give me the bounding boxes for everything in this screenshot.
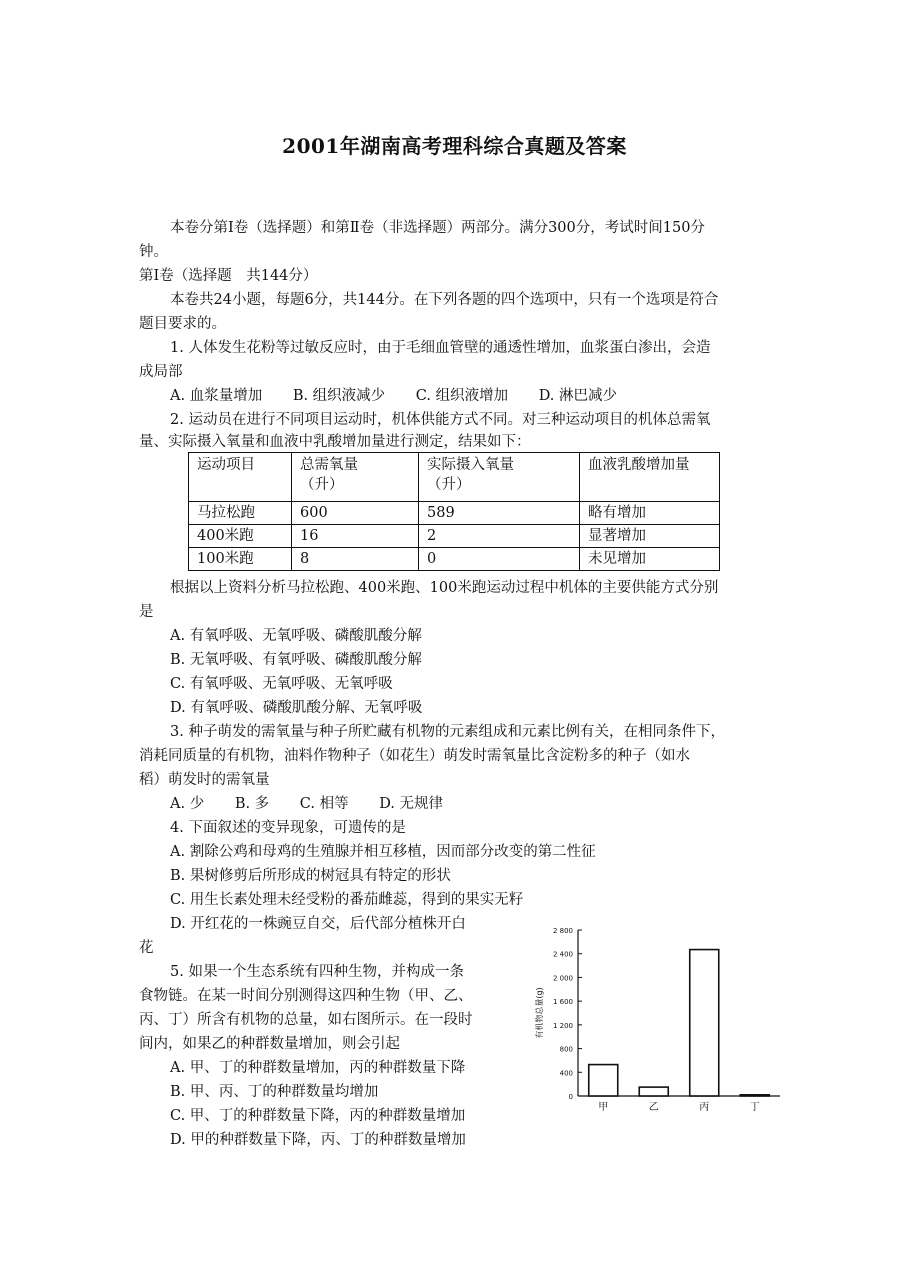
table-header-row [189, 453, 720, 502]
q5-option-c: C. 甲、丁的种群数量下降，丙的种群数量增加 [170, 1108, 466, 1124]
header-cell: 实际摄入氧量 （升） [419, 453, 580, 502]
table-row [189, 525, 720, 548]
page-title: 2001年湖南高考理科综合真题及答案 [282, 134, 627, 158]
q1-stem-1: 1. 人体发生花粉等过敏反应时，由于毛细血管壁的通透性增加，血浆蛋白渗出，会造 [170, 340, 711, 356]
intro-line-1: 本卷分第Ⅰ卷（选择题）和第Ⅱ卷（非选择题）两部分。满分300分，考试时间150分 [170, 220, 705, 236]
table-row [189, 548, 720, 571]
q5-option-d: D. 甲的种群数量下降，丙、丁的种群数量增加 [170, 1132, 466, 1148]
y-tick-label: 2 000 [552, 974, 573, 983]
q5-stem-3: 丙、丁）所含有机物的总量，如右图所示。在一段时 [139, 1012, 473, 1028]
table-cell: 600 [292, 502, 419, 525]
bar-2 [639, 1087, 668, 1096]
table-cell: 8 [292, 548, 419, 571]
q1-option-b: B. 组织液减少 [292, 388, 386, 404]
q3-option-c: C. 相等 [299, 796, 349, 812]
y-tick-label: 1 200 [552, 1021, 573, 1030]
y-tick-label: 800 [559, 1045, 573, 1054]
y-tick-label: 1 600 [552, 998, 573, 1007]
q2-after-2: 是 [139, 604, 154, 620]
table-cell: 未见增加 [580, 548, 720, 571]
q1-option-d: D. 淋巴减少 [538, 388, 618, 404]
q5-stem-4: 间内，如果乙的种群数量增加，则会引起 [139, 1036, 400, 1052]
q3-stem-2: 消耗同质量的有机物，油料作物种子（如花生）萌发时需氧量比含淀粉多的种子（如水 [139, 748, 690, 764]
q4-option-b: B. 果树修剪后所形成的树冠具有特定的形状 [170, 868, 451, 884]
q5-stem-1: 5. 如果一个生态系统有四种生物，并构成一条 [170, 964, 464, 980]
y-tick-label: 2 400 [552, 950, 573, 959]
q3-options [170, 794, 469, 814]
intro-line-2: 钟。 [139, 244, 168, 260]
x-tick-label: 乙 [648, 1102, 659, 1113]
y-tick-label: 400 [559, 1069, 573, 1078]
q4-stem: 4. 下面叙述的变异现象，可遗传的是 [170, 820, 406, 836]
q3-option-b: B. 多 [234, 796, 270, 812]
q2-option-d: D. 有氧呼吸、磷酸肌酸分解、无氧呼吸 [170, 700, 423, 716]
x-tick-label: 甲 [598, 1102, 609, 1113]
bar-1 [589, 1065, 618, 1096]
header-cell: 总需氧量 （升） [292, 453, 419, 502]
table-cell: 0 [419, 548, 580, 571]
y-tick-label: 0 [568, 1093, 573, 1101]
header-cell: 运动项目 [189, 453, 292, 502]
table-cell: 16 [292, 525, 419, 548]
y-axis-label: 有机物总量(g) [535, 987, 544, 1039]
q4-option-d: D. 开红花的一株豌豆自交，后代部分植株开白 [170, 916, 466, 932]
q5-option-a: A. 甲、丁的种群数量增加，丙的种群数量下降 [170, 1060, 466, 1076]
q2-after-1: 根据以上资料分析马拉松跑、400米跑、100米跑运动过程中机体的主要供能方式分别 [170, 580, 719, 596]
organic-matter-bar-chart [528, 920, 790, 1120]
table-cell: 589 [419, 502, 580, 525]
q3-option-d: D. 无规律 [379, 796, 444, 812]
q1-stem-2: 成局部 [139, 364, 183, 380]
q5-stem-2: 食物链。在某一时间分别测得这四种生物（甲、乙、 [139, 988, 473, 1004]
x-tick-label: 丁 [749, 1102, 760, 1113]
q3-option-a: A. 少 [170, 796, 205, 812]
sports-oxygen-table [188, 452, 720, 571]
q2-option-a: A. 有氧呼吸、无氧呼吸、磷酸肌酸分解 [170, 628, 422, 644]
header-cell: 血液乳酸增加量 [580, 453, 720, 502]
q1-option-a: A. 血浆量增加 [170, 388, 263, 404]
q2-stem-2: 量、实际摄入氧量和血液中乳酸增加量进行测定，结果如下： [139, 434, 531, 450]
table-cell: 马拉松跑 [189, 502, 292, 525]
q3-stem-3: 稻）萌发时的需氧量 [139, 772, 270, 788]
q1-option-c: C. 组织液增加 [415, 388, 509, 404]
q4-option-d-wrap: 花 [139, 940, 154, 956]
q4-option-a: A. 割除公鸡和母鸡的生殖腺并相互移植，因而部分改变的第二性征 [170, 844, 596, 860]
q5-option-b: B. 甲、丙、丁的种群数量均增加 [170, 1084, 379, 1100]
table-cell: 显著增加 [580, 525, 720, 548]
q2-stem-1: 2. 运动员在进行不同项目运动时，机体供能方式不同。对三种运动项目的机体总需氧 [170, 412, 711, 428]
section-desc-1: 本卷共24小题，每题6分，共144分。在下列各题的四个选项中，只有一个选项是符合 [170, 292, 719, 308]
q2-option-b: B. 无氧呼吸、有氧呼吸、磷酸肌酸分解 [170, 652, 422, 668]
table-cell: 400米跑 [189, 525, 292, 548]
q3-stem-1: 3. 种子萌发的需氧量与种子所贮藏有机物的元素组成和元素比例有关，在相同条件下， [170, 724, 725, 740]
table-cell: 略有增加 [580, 502, 720, 525]
x-tick-label: 丙 [699, 1102, 710, 1113]
q4-option-c: C. 用生长素处理未经受粉的番茄雌蕊，得到的果实无籽 [170, 892, 524, 908]
section-heading: 第Ⅰ卷（选择题 共144分） [139, 268, 318, 284]
q1-options [170, 386, 643, 406]
y-tick-label: 2 800 [552, 927, 573, 935]
bar-4 [740, 1095, 769, 1096]
q2-option-c: C. 有氧呼吸、无氧呼吸、无氧呼吸 [170, 676, 393, 692]
bar-3 [690, 950, 719, 1096]
table-cell: 100米跑 [189, 548, 292, 571]
table-row [189, 502, 720, 525]
table-cell: 2 [419, 525, 580, 548]
section-desc-2: 题目要求的。 [139, 316, 226, 332]
